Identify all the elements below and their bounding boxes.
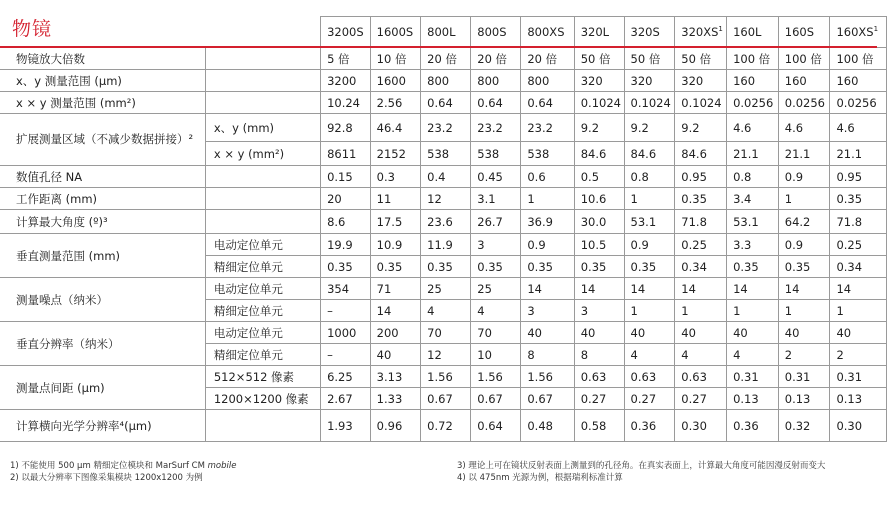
value-cell: 3200 bbox=[321, 70, 371, 92]
model-name: 1600S bbox=[376, 25, 414, 39]
row-sublabel: 512×512 像素 bbox=[205, 366, 320, 388]
value-cell: 0.35 bbox=[471, 256, 521, 278]
value-cell: 40 bbox=[778, 322, 830, 344]
value-cell: 0.4 bbox=[421, 166, 471, 188]
value-cell: 3 bbox=[521, 300, 574, 322]
value-cell: 1.93 bbox=[321, 410, 371, 442]
value-cell: 0.27 bbox=[675, 388, 727, 410]
model-header bbox=[830, 17, 887, 48]
value-cell: 0.35 bbox=[778, 256, 830, 278]
value-cell: 0.1024 bbox=[675, 92, 727, 114]
row-label: 物镜放大倍数 bbox=[0, 48, 205, 70]
value-cell: 0.63 bbox=[574, 366, 624, 388]
value-cell: 25 bbox=[421, 278, 471, 300]
value-cell: 0.35 bbox=[574, 256, 624, 278]
value-cell: 40 bbox=[521, 322, 574, 344]
row-label: x、y 测量范围 (μm) bbox=[0, 70, 205, 92]
value-cell: 0.0256 bbox=[778, 92, 830, 114]
value-cell: 4 bbox=[675, 344, 727, 366]
model-name: 320XS bbox=[681, 25, 719, 39]
value-cell: 5 倍 bbox=[321, 48, 371, 70]
value-cell: 20 倍 bbox=[421, 48, 471, 70]
value-cell: 46.4 bbox=[370, 114, 421, 142]
value-cell: 0.9 bbox=[778, 166, 830, 188]
row-sublabel: x × y (mm²) bbox=[205, 142, 320, 166]
value-cell: 0.35 bbox=[624, 256, 675, 278]
value-cell: 21.1 bbox=[830, 142, 887, 166]
value-cell: 23.6 bbox=[421, 210, 471, 234]
value-cell: 0.64 bbox=[471, 410, 521, 442]
value-cell: 14 bbox=[727, 278, 779, 300]
table-row bbox=[0, 278, 887, 300]
value-cell: 3 bbox=[574, 300, 624, 322]
value-cell: 0.31 bbox=[727, 366, 779, 388]
value-cell: 0.63 bbox=[675, 366, 727, 388]
value-cell: 0.72 bbox=[421, 410, 471, 442]
table-row bbox=[0, 188, 887, 210]
value-cell: 538 bbox=[521, 142, 574, 166]
model-header bbox=[727, 17, 779, 48]
value-cell: 20 倍 bbox=[471, 48, 521, 70]
model-name: 160L bbox=[733, 25, 762, 39]
value-cell: 1 bbox=[675, 300, 727, 322]
model-footnote-mark: 1 bbox=[873, 25, 879, 34]
row-sublabel bbox=[205, 210, 320, 234]
value-cell: 0.25 bbox=[830, 234, 887, 256]
row-sublabel bbox=[205, 70, 320, 92]
value-cell: 14 bbox=[521, 278, 574, 300]
value-cell: 0.67 bbox=[521, 388, 574, 410]
value-cell: 0.45 bbox=[471, 166, 521, 188]
value-cell: 40 bbox=[727, 322, 779, 344]
row-label: 工作距离 (mm) bbox=[0, 188, 205, 210]
table-row bbox=[0, 48, 887, 70]
value-cell: 200 bbox=[370, 322, 421, 344]
value-cell: 8611 bbox=[321, 142, 371, 166]
value-cell: 0.5 bbox=[574, 166, 624, 188]
value-cell: 50 倍 bbox=[675, 48, 727, 70]
model-header bbox=[370, 17, 421, 48]
value-cell: 0.6 bbox=[521, 166, 574, 188]
value-cell: 1600 bbox=[370, 70, 421, 92]
model-name: 800L bbox=[427, 25, 456, 39]
value-cell: 21.1 bbox=[727, 142, 779, 166]
value-cell: 2.67 bbox=[321, 388, 371, 410]
value-cell: 8 bbox=[574, 344, 624, 366]
value-cell: 1 bbox=[521, 188, 574, 210]
value-cell: 0.35 bbox=[830, 188, 887, 210]
value-cell: 53.1 bbox=[624, 210, 675, 234]
value-cell: 0.95 bbox=[675, 166, 727, 188]
value-cell: 320 bbox=[574, 70, 624, 92]
table-row bbox=[0, 410, 887, 442]
value-cell: 71.8 bbox=[675, 210, 727, 234]
model-name: 320L bbox=[580, 25, 610, 39]
title-underline bbox=[0, 46, 877, 48]
value-cell: 9.2 bbox=[574, 114, 624, 142]
model-header bbox=[624, 17, 675, 48]
value-cell: 10.5 bbox=[574, 234, 624, 256]
value-cell: 30.0 bbox=[574, 210, 624, 234]
value-cell: 1 bbox=[778, 300, 830, 322]
value-cell: 12 bbox=[421, 344, 471, 366]
value-cell: 26.7 bbox=[471, 210, 521, 234]
footnote-4: 4) 以 475nm 光源为例，根据瑞利标准计算 bbox=[457, 473, 623, 483]
value-cell: 20 倍 bbox=[521, 48, 574, 70]
row-sublabel bbox=[205, 92, 320, 114]
value-cell: 0.9 bbox=[624, 234, 675, 256]
value-cell: 23.2 bbox=[421, 114, 471, 142]
table-row bbox=[0, 234, 887, 256]
row-sublabel: 电动定位单元 bbox=[205, 278, 320, 300]
footnote-3: 3) 理论上可在镜状反射表面上测量到的孔径角。在真实表面上，计算最大角度可能因漫反射而变大 bbox=[457, 461, 826, 471]
value-cell: 3.1 bbox=[471, 188, 521, 210]
value-cell: 0.25 bbox=[675, 234, 727, 256]
table-row bbox=[0, 366, 887, 388]
value-cell: 100 倍 bbox=[778, 48, 830, 70]
value-cell: 1.56 bbox=[471, 366, 521, 388]
value-cell: 0.32 bbox=[778, 410, 830, 442]
row-label: 测量点间距 (μm) bbox=[0, 366, 205, 410]
row-label: 垂直分辨率（纳米） bbox=[0, 322, 205, 366]
row-sublabel: 1200×1200 像素 bbox=[205, 388, 320, 410]
value-cell: 0.9 bbox=[521, 234, 574, 256]
value-cell: 0.63 bbox=[624, 366, 675, 388]
row-sublabel bbox=[205, 188, 320, 210]
value-cell: 14 bbox=[830, 278, 887, 300]
value-cell: 800 bbox=[521, 70, 574, 92]
value-cell: 0.27 bbox=[574, 388, 624, 410]
value-cell: 70 bbox=[471, 322, 521, 344]
model-header bbox=[521, 17, 574, 48]
value-cell: 0.96 bbox=[370, 410, 421, 442]
row-sublabel bbox=[205, 410, 320, 442]
value-cell: 3.4 bbox=[727, 188, 779, 210]
value-cell: 0.67 bbox=[471, 388, 521, 410]
value-cell: 10 bbox=[471, 344, 521, 366]
model-name: 320S bbox=[630, 25, 660, 39]
value-cell: 14 bbox=[778, 278, 830, 300]
value-cell: 50 倍 bbox=[574, 48, 624, 70]
value-cell: 0.64 bbox=[521, 92, 574, 114]
spec-table bbox=[0, 16, 887, 442]
value-cell: 14 bbox=[370, 300, 421, 322]
value-cell: 0.3 bbox=[370, 166, 421, 188]
value-cell: 4.6 bbox=[727, 114, 779, 142]
row-sublabel bbox=[205, 48, 320, 70]
value-cell: 0.67 bbox=[421, 388, 471, 410]
value-cell: 0.31 bbox=[830, 366, 887, 388]
model-header bbox=[421, 17, 471, 48]
value-cell: 0.64 bbox=[421, 92, 471, 114]
value-cell: 538 bbox=[471, 142, 521, 166]
value-cell: 0.27 bbox=[624, 388, 675, 410]
value-cell: 9.2 bbox=[675, 114, 727, 142]
value-cell: 14 bbox=[624, 278, 675, 300]
value-cell: 2.56 bbox=[370, 92, 421, 114]
value-cell: 0.35 bbox=[727, 256, 779, 278]
value-cell: 100 倍 bbox=[830, 48, 887, 70]
table-row bbox=[0, 114, 887, 142]
model-name: 800XS bbox=[527, 25, 565, 39]
value-cell: 19.9 bbox=[321, 234, 371, 256]
value-cell: 92.8 bbox=[321, 114, 371, 142]
value-cell: 25 bbox=[471, 278, 521, 300]
value-cell: 10.9 bbox=[370, 234, 421, 256]
value-cell: 84.6 bbox=[675, 142, 727, 166]
row-label: 计算横向光学分辨率⁴(μm) bbox=[0, 410, 205, 442]
model-header bbox=[675, 17, 727, 48]
value-cell: 0.13 bbox=[727, 388, 779, 410]
value-cell: 1 bbox=[624, 188, 675, 210]
value-cell: 8.6 bbox=[321, 210, 371, 234]
value-cell: 40 bbox=[624, 322, 675, 344]
value-cell: 4.6 bbox=[778, 114, 830, 142]
value-cell: 0.64 bbox=[471, 92, 521, 114]
value-cell: 23.2 bbox=[521, 114, 574, 142]
footnotes-left bbox=[10, 460, 430, 484]
value-cell: 71.8 bbox=[830, 210, 887, 234]
value-cell: 10 倍 bbox=[370, 48, 421, 70]
value-cell: 354 bbox=[321, 278, 371, 300]
row-label: 数值孔径 NA bbox=[0, 166, 205, 188]
footnote-italic: mobile bbox=[207, 461, 237, 471]
value-cell: 17.5 bbox=[370, 210, 421, 234]
value-cell: 320 bbox=[624, 70, 675, 92]
value-cell: 9.2 bbox=[624, 114, 675, 142]
row-sublabel: 电动定位单元 bbox=[205, 234, 320, 256]
row-label: 测量噪点（纳米） bbox=[0, 278, 205, 322]
value-cell: 2 bbox=[830, 344, 887, 366]
value-cell: 53.1 bbox=[727, 210, 779, 234]
value-cell: 0.9 bbox=[778, 234, 830, 256]
row-label: x × y 测量范围 (mm²) bbox=[0, 92, 205, 114]
value-cell: 0.13 bbox=[778, 388, 830, 410]
value-cell: 0.8 bbox=[727, 166, 779, 188]
value-cell: – bbox=[321, 300, 371, 322]
value-cell: 71 bbox=[370, 278, 421, 300]
value-cell: 10.24 bbox=[321, 92, 371, 114]
row-sublabel: 精细定位单元 bbox=[205, 300, 320, 322]
row-label: 计算最大角度 (º)³ bbox=[0, 210, 205, 234]
value-cell: 64.2 bbox=[778, 210, 830, 234]
row-sublabel: 电动定位单元 bbox=[205, 322, 320, 344]
value-cell: 100 倍 bbox=[727, 48, 779, 70]
value-cell: 320 bbox=[675, 70, 727, 92]
value-cell: 40 bbox=[675, 322, 727, 344]
value-cell: 50 倍 bbox=[624, 48, 675, 70]
table-row bbox=[0, 166, 887, 188]
value-cell: 0.35 bbox=[421, 256, 471, 278]
footnote-2: 2) 以最大分辨率下图像采集模块 1200x1200 为例 bbox=[10, 473, 203, 483]
value-cell: 11 bbox=[370, 188, 421, 210]
value-cell: 11.9 bbox=[421, 234, 471, 256]
value-cell: 1 bbox=[830, 300, 887, 322]
value-cell: 6.25 bbox=[321, 366, 371, 388]
value-cell: 0.58 bbox=[574, 410, 624, 442]
value-cell: 4.6 bbox=[830, 114, 887, 142]
footnote-1: 1) 不能使用 500 μm 精细定位模块和 MarSurf CM mobile bbox=[10, 461, 237, 471]
row-sublabel bbox=[205, 166, 320, 188]
value-cell: 0.1024 bbox=[624, 92, 675, 114]
page-title: 物镜 bbox=[12, 18, 53, 40]
value-cell: 40 bbox=[370, 344, 421, 366]
value-cell: 0.15 bbox=[321, 166, 371, 188]
model-header bbox=[778, 17, 830, 48]
row-label: 垂直测量范围 (mm) bbox=[0, 234, 205, 278]
value-cell: 1.56 bbox=[421, 366, 471, 388]
model-header bbox=[321, 17, 371, 48]
value-cell: 8 bbox=[521, 344, 574, 366]
value-cell: 160 bbox=[830, 70, 887, 92]
value-cell: 0.30 bbox=[830, 410, 887, 442]
table-row bbox=[0, 92, 887, 114]
value-cell: 40 bbox=[830, 322, 887, 344]
model-name: 160XS bbox=[836, 25, 874, 39]
value-cell: 160 bbox=[727, 70, 779, 92]
model-name: 160S bbox=[784, 25, 814, 39]
table-row bbox=[0, 322, 887, 344]
row-sublabel: 精细定位单元 bbox=[205, 256, 320, 278]
footnotes-right bbox=[457, 460, 877, 484]
value-cell: 0.36 bbox=[727, 410, 779, 442]
value-cell: 4 bbox=[471, 300, 521, 322]
value-cell: 21.1 bbox=[778, 142, 830, 166]
model-name: 3200S bbox=[327, 25, 364, 39]
value-cell: 2152 bbox=[370, 142, 421, 166]
value-cell: 40 bbox=[574, 322, 624, 344]
value-cell: 1 bbox=[778, 188, 830, 210]
model-header bbox=[471, 17, 521, 48]
value-cell: 800 bbox=[421, 70, 471, 92]
value-cell: 538 bbox=[421, 142, 471, 166]
value-cell: 0.13 bbox=[830, 388, 887, 410]
value-cell: 3 bbox=[471, 234, 521, 256]
model-name: 800S bbox=[477, 25, 507, 39]
value-cell: 1.56 bbox=[521, 366, 574, 388]
row-sublabel: 精细定位单元 bbox=[205, 344, 320, 366]
value-cell: 4 bbox=[624, 344, 675, 366]
value-cell: 800 bbox=[471, 70, 521, 92]
value-cell: 14 bbox=[675, 278, 727, 300]
value-cell: 12 bbox=[421, 188, 471, 210]
value-cell: 0.30 bbox=[675, 410, 727, 442]
value-cell: 36.9 bbox=[521, 210, 574, 234]
model-footnote-mark: 1 bbox=[718, 25, 723, 34]
value-cell: 84.6 bbox=[574, 142, 624, 166]
value-cell: 10.6 bbox=[574, 188, 624, 210]
value-cell: 1 bbox=[624, 300, 675, 322]
model-header bbox=[574, 17, 624, 48]
value-cell: 23.2 bbox=[471, 114, 521, 142]
value-cell: 0.1024 bbox=[574, 92, 624, 114]
value-cell: 1.33 bbox=[370, 388, 421, 410]
value-cell: 2 bbox=[778, 344, 830, 366]
value-cell: 0.48 bbox=[521, 410, 574, 442]
value-cell: 0.0256 bbox=[830, 92, 887, 114]
value-cell: 0.34 bbox=[830, 256, 887, 278]
value-cell: 20 bbox=[321, 188, 371, 210]
value-cell: 0.35 bbox=[521, 256, 574, 278]
row-sublabel: x、y (mm) bbox=[205, 114, 320, 142]
value-cell: 4 bbox=[727, 344, 779, 366]
value-cell: 0.0256 bbox=[727, 92, 779, 114]
value-cell: 0.35 bbox=[675, 188, 727, 210]
row-label: 扩展测量区域（不减少数据拼接）² bbox=[0, 114, 205, 166]
value-cell: 14 bbox=[574, 278, 624, 300]
value-cell: – bbox=[321, 344, 371, 366]
value-cell: 1000 bbox=[321, 322, 371, 344]
value-cell: 4 bbox=[421, 300, 471, 322]
value-cell: 3.13 bbox=[370, 366, 421, 388]
value-cell: 0.35 bbox=[370, 256, 421, 278]
value-cell: 0.31 bbox=[778, 366, 830, 388]
value-cell: 0.95 bbox=[830, 166, 887, 188]
value-cell: 70 bbox=[421, 322, 471, 344]
header-row bbox=[0, 17, 887, 48]
table-row bbox=[0, 70, 887, 92]
value-cell: 0.35 bbox=[321, 256, 371, 278]
value-cell: 84.6 bbox=[624, 142, 675, 166]
value-cell: 3.3 bbox=[727, 234, 779, 256]
value-cell: 0.8 bbox=[624, 166, 675, 188]
table-row bbox=[0, 210, 887, 234]
value-cell: 160 bbox=[778, 70, 830, 92]
value-cell: 0.36 bbox=[624, 410, 675, 442]
value-cell: 0.34 bbox=[675, 256, 727, 278]
value-cell: 1 bbox=[727, 300, 779, 322]
